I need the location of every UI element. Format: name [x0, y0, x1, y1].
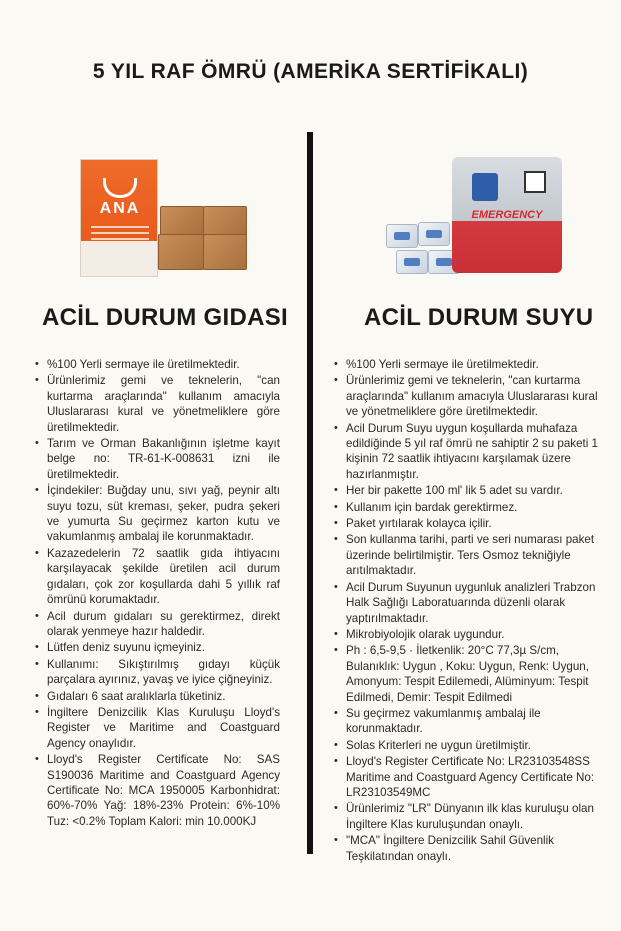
bullet-icon: •: [334, 738, 338, 751]
list-item: [334, 738, 599, 753]
bullet-icon: •: [35, 437, 39, 450]
bullet-icon: •: [35, 374, 39, 387]
list-item: [334, 516, 599, 531]
list-item-text: Paket yırtılarak kolayca içilir.: [346, 517, 492, 531]
list-item: [334, 580, 599, 626]
list-item-text: Lloyd's Register Certificate No: SAS S190036 Maritime and Coastguard Agency Certificate No: MCA 1950005 Karbonhidrat: 60%-70% Yağ: 18%-23% Protein: 6%-10% Tuz: <0.2% Toplam Kalori: min 10.000KJ: [47, 753, 280, 828]
list-item: [334, 754, 599, 800]
pack-brand: ANA: [99, 200, 141, 217]
bullet-icon: •: [334, 627, 338, 640]
bullet-icon: •: [35, 689, 39, 702]
list-item-text: Ph : 6,5-9,5 · İletkenlik: 20°C 77,3µ S/cm, Bulanıklık: Uygun , Koku: Uygun, Renk: Uygun, Amonyum: Tespit Edilemedi, Alüminyum: Tespit Edilmedi, Demir: Tespit Edilmedi: [346, 644, 589, 704]
bullet-icon: •: [334, 374, 338, 387]
bullet-icon: •: [334, 580, 338, 593]
list-item: [334, 421, 599, 483]
list-item: [334, 483, 599, 498]
bullet-icon: •: [334, 500, 338, 513]
food-block-image: [203, 206, 247, 236]
pack-stripe: [91, 226, 149, 228]
list-item: [334, 643, 599, 705]
list-item-text: Solas Kriterleri ne uygun üretilmiştir.: [346, 738, 531, 752]
pack-stripe: [91, 238, 149, 240]
list-item-text: Ürünlerimiz gemi ve teknelerin, "can kurtarma araçlarında" kullanım amacıyla Uluslararası kural ve yönetmeliklere göre üretilmektedir.: [346, 374, 598, 419]
list-item: [334, 627, 599, 642]
list-item-text: Tarım ve Orman Bakanlığının işletme kayıt belge no: TR-61-K-008631 izni ile üretilmektedir.: [47, 437, 280, 481]
bullet-icon: •: [35, 484, 39, 497]
list-item: [35, 689, 280, 704]
list-item: [35, 657, 280, 688]
food-pack-image: [80, 159, 158, 277]
list-item: [35, 752, 280, 829]
bullet-icon: •: [35, 753, 39, 766]
list-item: [35, 357, 280, 372]
list-item: [35, 705, 280, 751]
bullet-icon: •: [334, 517, 338, 530]
list-item-text: Kazazedelerin 72 saatlik gıda ihtiyacını karşılayacak şekilde üretilen acil durum gıdaları, çok zor koşullarda dahi 5 yıllık raf ömrünü korumaktadır.: [47, 546, 280, 607]
brand-logo-icon: [103, 178, 137, 198]
list-item-text: Gıdaları 6 saat aralıklarla tüketiniz.: [47, 689, 226, 703]
bullet-icon: •: [35, 609, 39, 622]
list-item-text: Her bir pakette 100 ml' lik 5 adet su vardır.: [346, 484, 563, 498]
water-feature-list: [334, 357, 599, 865]
list-item: [334, 500, 599, 515]
list-item-text: "MCA" İngiltere Denizcilik Sahil Güvenlik Teşkilatından onaylı.: [346, 834, 554, 863]
water-pouch-image: [396, 250, 428, 274]
bullet-icon: •: [334, 421, 338, 434]
list-item-text: %100 Yerli sermaye ile üretilmektedir.: [346, 358, 539, 371]
food-block-image: [158, 234, 204, 270]
column-divider: [307, 132, 313, 854]
bullet-icon: •: [35, 546, 39, 559]
food-heading: ACİL DURUM GIDASI: [42, 304, 288, 331]
bullet-icon: •: [334, 755, 338, 768]
list-item: [35, 436, 280, 482]
list-item: [334, 833, 599, 864]
list-item-text: Kullanım için bardak gerektirmez.: [346, 500, 518, 514]
list-item: [334, 373, 599, 419]
bullet-icon: •: [334, 533, 338, 546]
list-item-text: Lloyd's Register Certificate No: LR23103548SS Maritime and Coastguard Agency Certificate No: LR23103549MC: [346, 755, 595, 799]
food-block-image: [160, 206, 204, 236]
list-item-text: İçindekiler: Buğday unu, sıvı yağ, peynir altı suyu tozu, süt kreması, şeker, pudra şekeri ve yumurta Su geçirmez karton kutu ve vakumlanmış ambalaj ile korunmaktadır.: [47, 484, 280, 544]
brand-badge-icon: [472, 173, 498, 201]
list-item: [334, 801, 599, 832]
bullet-icon: •: [334, 484, 338, 497]
page-title: 5 YIL RAF ÖMRÜ (AMERİKA SERTİFİKALI): [92, 60, 529, 83]
bullet-icon: •: [334, 644, 338, 657]
bullet-icon: •: [334, 706, 338, 719]
list-item: [35, 609, 280, 640]
bullet-icon: •: [35, 657, 39, 670]
water-pouch-image: [386, 224, 418, 248]
qr-code-icon: [524, 171, 546, 193]
bullet-icon: •: [35, 705, 39, 718]
bullet-icon: •: [35, 641, 39, 654]
list-item-text: Ürünlerimiz gemi ve teknelerin, "can kurtarma araçlarında" kullanım amacıyla Uluslararası kural ve yönetmeliklere göre üretilmektedir.: [47, 374, 280, 434]
list-item-text: Ürünlerimiz "LR" Dünyanın ilk klas kuruluşu olan İngiltere Klas kuruluşundan onaylı.: [346, 802, 594, 831]
list-item: [35, 373, 280, 435]
list-item: [35, 546, 280, 608]
list-item: [334, 357, 599, 372]
list-item-text: Kullanımı: Sıkıştırılmış gıdayı küçük parçalara ayırınız, yavaş ve iyice çiğneyiniz.: [47, 657, 280, 687]
list-item-text: Mikrobiyolojik olarak uygundur.: [346, 627, 505, 641]
bullet-icon: •: [334, 358, 338, 370]
list-item-text: Acil Durum Suyunun uygunluk analizleri Trabzon Halk Sağlığı Laboratuarında düzenli olarak yaptırılmaktadır.: [346, 580, 596, 625]
bullet-icon: •: [334, 802, 338, 815]
bullet-icon: •: [35, 358, 39, 370]
list-item-text: %100 Yerli sermaye ile üretilmektedir.: [47, 358, 240, 371]
list-item-text: Lütfen deniz suyunu içmeyiniz.: [47, 641, 205, 655]
bag-label: EMERGENCY: [471, 209, 543, 221]
food-feature-list: [35, 357, 280, 830]
list-item-text: Su geçirmez vakumlanmış ambalaj ile korunmaktadır.: [346, 706, 541, 736]
water-bag-image: [452, 157, 562, 273]
list-item: [334, 532, 599, 578]
list-item-text: Son kullanma tarihi, parti ve seri numarası paket üzerinde belirtilmiştir. Ters Osmoz tekniğiyle arıtılmaktadır.: [346, 533, 595, 578]
water-heading: ACİL DURUM SUYU: [364, 304, 594, 331]
food-block-image: [203, 234, 247, 270]
list-item-text: Acil Durum Suyu uygun koşullarda muhafaza edildiğinde 5 yıl raf ömrü ne sahiptir 2 su paketi 1 kişinin 72 saatlik ihtiyacını karşılamak üzere hazırlanmıştır.: [346, 421, 598, 481]
list-item: [334, 706, 599, 737]
pack-stripe: [91, 232, 149, 234]
bullet-icon: •: [334, 834, 338, 847]
water-pouch-image: [418, 222, 450, 246]
list-item: [35, 483, 280, 545]
list-item-text: İngiltere Denizcilik Klas Kuruluşu Lloyd's Register ve Maritime and Coastguard Agency onaylıdır.: [47, 705, 280, 750]
list-item-text: Acil durum gıdaları su gerektirmez, direkt olarak yenmeye hazır haldedir.: [47, 609, 280, 638]
list-item: [35, 640, 280, 655]
